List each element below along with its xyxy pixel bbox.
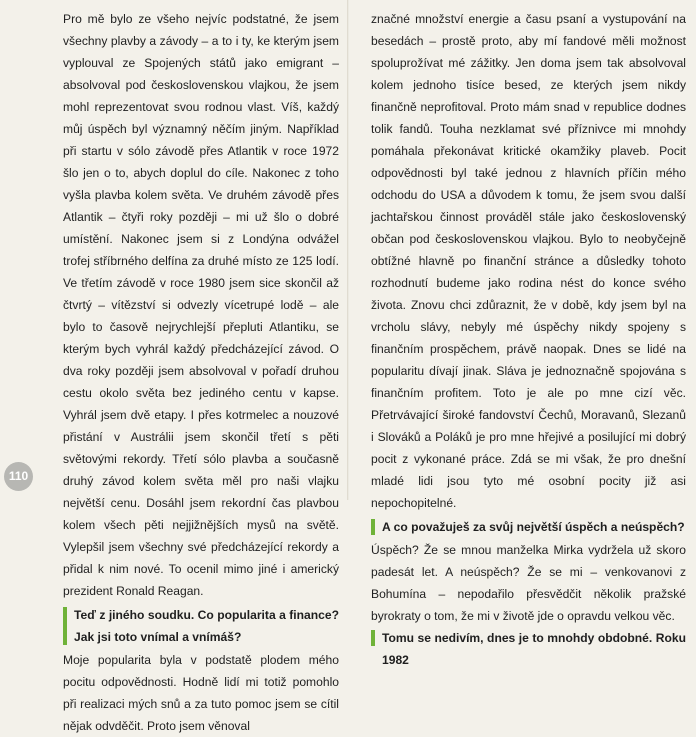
interview-question-3 (371, 627, 686, 671)
book-gutter (347, 0, 349, 500)
page-number-badge: 110 (4, 462, 33, 491)
right-column (371, 8, 686, 671)
question-1-text: Teď z jiného soudku. Co popularita a finance? Jak jsi toto vnímal a vnímáš? (74, 608, 339, 644)
interview-question-1 (63, 604, 339, 648)
right-paragraph-2: Úspěch? Že se mnou manželka Mirka vydržela už skoro padesát let. A neúspěch? Že se mi – venkovanovi z Bohumína – nepodařilo přesvědčit několik pražské byrokraty o tom, že mi v životě jde o opravdu velkou věc. (371, 543, 686, 623)
question-2-text: A co považuješ za svůj největší úspěch a neúspěch? (382, 520, 685, 534)
interview-question-2 (371, 516, 686, 538)
left-paragraph-2: Moje popularita byla v podstatě plodem mého pocitu odpovědnosti. Hodně lidí mi totiž pomohlo při realizaci mých snů a za tuto pomoc jsem se cítil nějak odvděčit. Proto jsem věnoval (63, 653, 339, 733)
question-3-text: Tomu se nedivím, dnes je to mnohdy obdobné. Roku 1982 (382, 631, 686, 667)
right-paragraph-1: značné množství energie a času psaní a vystupování na besedách – prostě proto, aby mí fandové měli možnost spoluprožívat mé zážitky. Jen doma jsem tak absolvoval kolem jednoho tisíce besed, ze kterých jsem nikdy finančně neprofitoval. Proto mám snad v republice dodnes tolik fandů. Touha nezklamat své příznivce mi mnohdy pomáhala překonávat kritické okamžiky plaveb. Pocit odpovědnosti byl také jednou z hlavních příčin mého odchodu do USA a důvodem k tomu, že jsem svou další jachtařskou činnost prováděl stále jako československý občan pod československou vlajkou. Bylo to neobyčejně obtížné hlavně po finanční stránce a důsledky tohoto rozhodnutí budeme jako rodina nést do konce svého života. Znovu chci zdůraznit, že v době, kdy jsem byl na vrcholu slávy, nebyly mé úspěchy nikdy spojeny s finančním prospěchem, právě naopak. Dnes se lidé na popularitu dívají jinak. Sláva je jednoznačně spojována s finančním profitem. Toto je ale po mne cizí věc. Přetrvávající široké fandovství Čechů, Moravanů, Slezanů i Slováků a Poláků je pro mne hřejivé a posilující mi dobrý pocit z vykonané práce. Zdá se mi však, že pro dnešní mladé lidi jsou tyto mé osobní pocity již asi nepochopitelné. (371, 12, 686, 510)
left-column (63, 8, 339, 737)
left-paragraph-1: Pro mě bylo ze všeho nejvíc podstatné, že jsem všechny plavby a závody – a to i ty, ke kterým jsem vyplouval ze Spojených států jako emigrant – absolvoval pod československou vlajkou, že jsem mohl reprezentovat svou rodnou vlast. Víš, každý můj úspěch byl významný něčím jiným. Například při startu v sólo závodě přes Atlantik v roce 1972 šlo jen o to, abych doplul do cíle. Nakonec z toho vyšla plavba kolem světa. Ve druhém závodě přes Atlantik – čtyři roky později – mi už šlo o dobré umístění. Nakonec jsem si z Londýna odvážel trofej stříbrného delfína za druhé místo ze 125 lodí. Ve třetím závodě v roce 1980 jsem sice skončil až čtvrtý – vítězství si odvezly vícetrupé lodě – ale bylo to časově nejrychlejší přepluti Atlantiku, se kterým bych vyhrál každý předcházející závod. O dva roky později jsem absolvoval v pořadí druhou cestu okolo světa bez jediného centu v kapse. Vyhrál jsem dvě etapy. I přes kotrmelec a nouzové přistání v Austrálii jsem skončil třetí s pěti světovými rekordy. Třetí sólo plavba a současně druhý závod kolem světa měl pro naši vlajku největší cenu. Dosáhl jsem rekordní čas plavbou kolem všech pěti nejjižnějších mysů na světě. Vylepšil jsem všechny své předcházející rekordy a přidal k nim nové. To ocenil mimo jiné i americký prezident Ronald Reagan. (63, 12, 339, 598)
